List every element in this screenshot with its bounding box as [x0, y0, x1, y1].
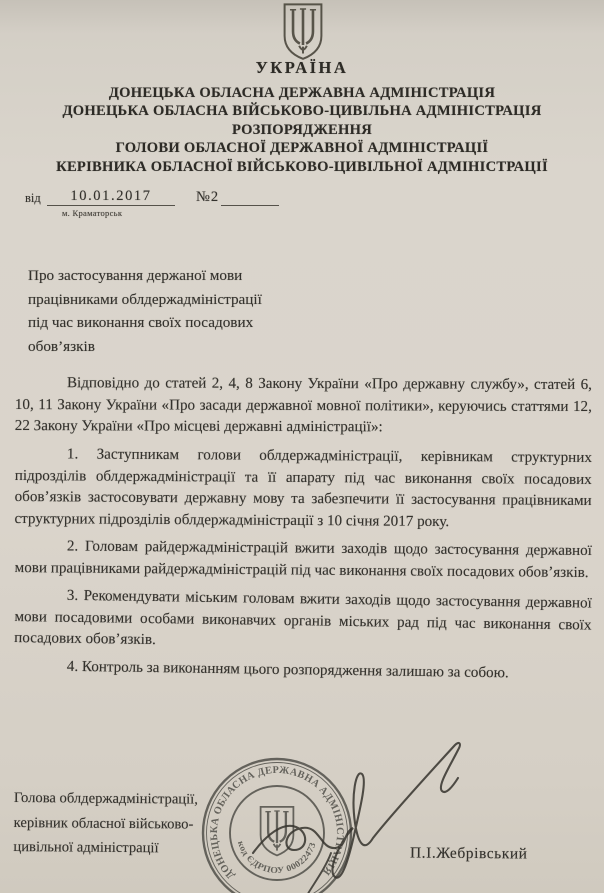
org-line: ГОЛОВИ ОБЛАСНОЇ ДЕРЖАВНОЇ АДМІНІСТРАЦІЇ — [115, 140, 489, 157]
position-line: керівник обласної військово- — [13, 814, 194, 833]
org-line: КЕРІВНИКА ОБЛАСНОЇ ВІЙСЬКОВО-ЦИВІЛЬНОЇ АДМІНІСТРАЦІЇ — [56, 158, 548, 175]
seal-ring-text: ДОНЕЦЬКА ОБЛАСНА ДЕРЖАВНА АДМІНІСТРАЦІЯ — [208, 764, 346, 881]
document-type-title: РОЗПОРЯДЖЕННЯ — [231, 121, 372, 138]
subject-block — [28, 264, 358, 358]
subject-line: обов’язків — [28, 337, 95, 355]
order-item-1: 1. Заступникам голови облдержадміністрації, керівникам структурних підрозділів облдержадміністрації та її апарату під час виконання своїх посадових обов’язків застосовувати державну мову та забезпечити її застосування працівниками структурних підрозділів облдержадміністрації з 10 січня 2017 року. — [14, 446, 592, 530]
place-of-issue: м. Краматорськ — [62, 208, 123, 218]
number-underline — [221, 205, 279, 206]
date-label: від — [25, 191, 41, 205]
handwritten-signature-icon — [213, 731, 473, 893]
preamble-paragraph: Відповідно до статей 2, 4, 8 Закону України «Про державну службу», статей 6, 10, 11 Закону України «Про засади державної мовної політики», керуючись статтями 12, 22 Закону України «Про місцеві державні адміністрації»: — [14, 375, 592, 436]
date-value: 10.01.2017 — [47, 178, 175, 206]
position-line: цивільної адміністрації — [13, 839, 159, 857]
seal-code-text: код ЄДРПОУ 00022473 — [235, 839, 318, 876]
country-title: УКРАЇНА — [255, 58, 349, 77]
subject-line: працівниками облдержадміністрації — [28, 290, 262, 308]
signatory-name: П.І.Жебрівський — [409, 844, 528, 863]
issuing-authority-header — [0, 84, 604, 176]
org-line: ДОНЕЦЬКА ОБЛАСНА ВІЙСЬКОВО-ЦИВІЛЬНА АДМІНІСТРАЦІЯ — [62, 103, 542, 120]
order-body — [15, 373, 592, 684]
order-item-4: 4. Контроль за виконанням цього розпорядження залишаю за собою. — [66, 658, 509, 682]
subject-line: під час виконання своїх посадових — [28, 314, 254, 332]
position-line: Голова облдержадміністрації, — [13, 789, 198, 808]
order-item-3: 3. Рекомендувати міським головам вжити заходів щодо застосування державної мови посадовими особами виконавчих органів міських рад під час виконання своїх посадових обов’язків. — [14, 588, 592, 649]
trident-coat-of-arms-icon — [280, 2, 326, 62]
order-item-2: 2. Головам райдержадміністрацій вжити заходів щодо застосування державної мови працівниками райдержадміністрацій під час виконання своїх посадових обов’язків. — [14, 538, 592, 581]
subject-line: Про застосування держаної мови — [28, 267, 243, 284]
document-number: №2 — [196, 189, 220, 205]
org-line: ДОНЕЦЬКА ОБЛАСНА ДЕРЖАВНА АДМІНІСТРАЦІЯ — [108, 85, 496, 101]
